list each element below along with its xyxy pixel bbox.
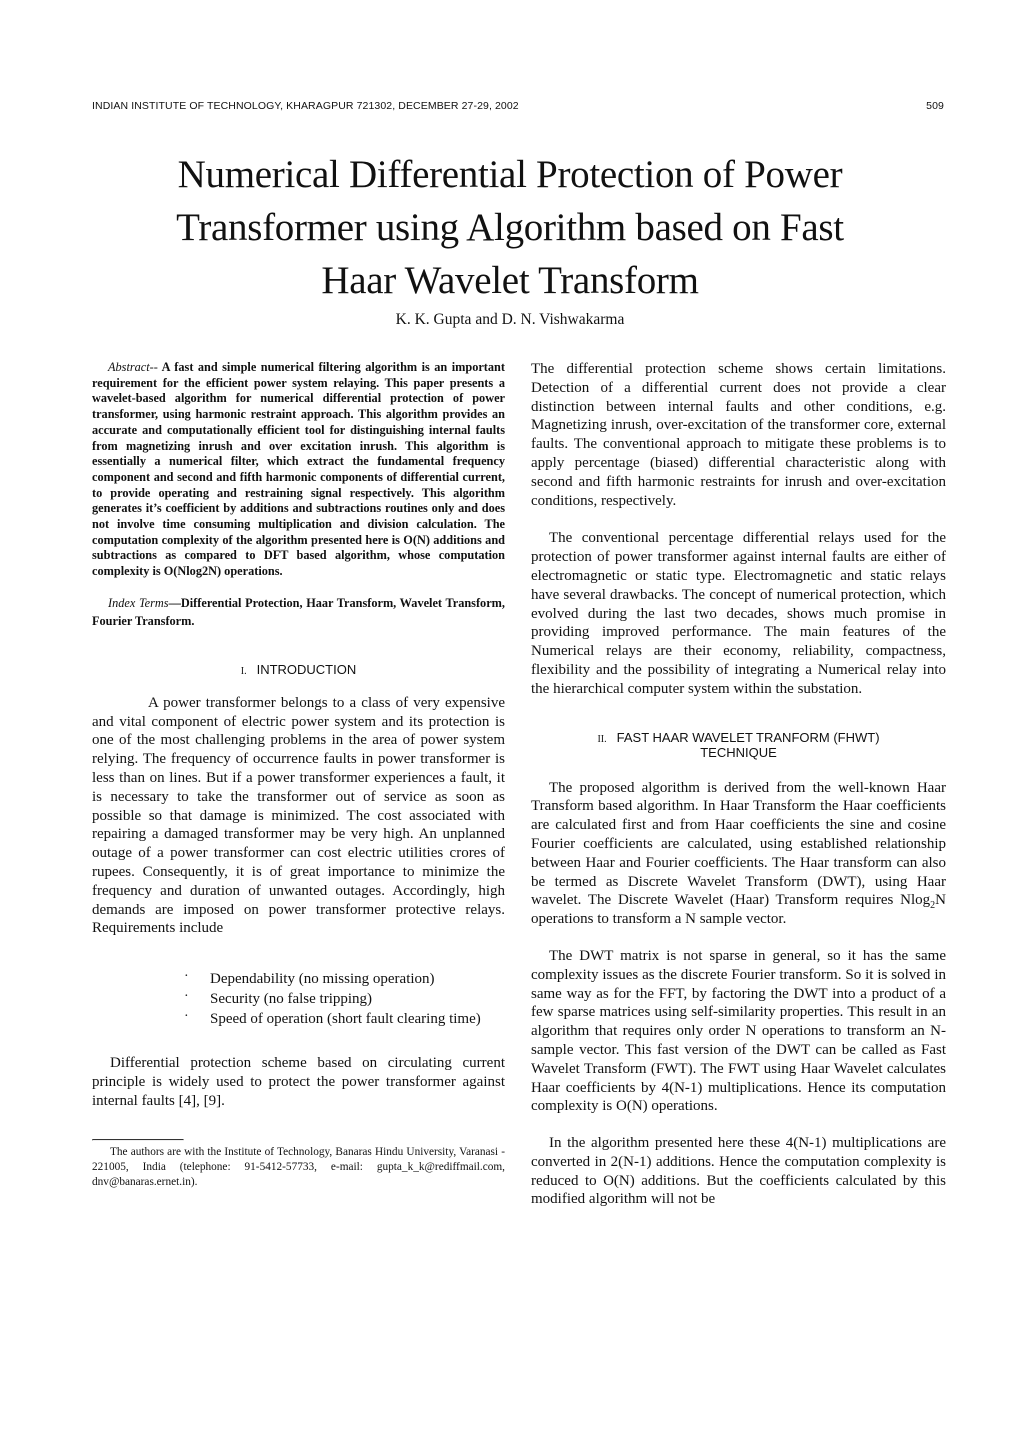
requirements-list: [92, 969, 505, 1029]
index-terms: [92, 594, 505, 630]
section-2-heading: [531, 730, 946, 760]
right-column: [531, 360, 946, 1209]
section-1-title: INTRODUCTION: [256, 661, 357, 677]
index-terms-text: —Differential Protection, Haar Transform, Wavelet Transform, Fourier Transform.: [92, 595, 505, 628]
left-column: [92, 360, 505, 1190]
section-1-numeral: I.: [240, 665, 247, 677]
title-line-2: Transformer using Algorithm based on Fast: [176, 206, 844, 249]
fhwt-paragraph: [531, 779, 946, 929]
section-2-numeral: II.: [597, 733, 607, 745]
footnote-rule: [92, 1139, 184, 1141]
header-venue: INDIAN INSTITUTE OF TECHNOLOGY, KHARAGPUR 721302, DECEMBER 27-29, 2002: [92, 100, 519, 112]
intro-paragraph-1: A power transformer belongs to a class of very expensive and vital component of electric power system and its protection is one of the most challenging problems in the area of power system relying. The frequency of occurrence faults in power transformer is less than on lines. But if a power transformer experiences a fault, it is necessary to take the transformer out of service as soon as possible so that damage is minimized. The cost associated with repairing a damaged transformer may be very high. An unplanned outage of a power transformer can cost electric utilities crores of rupees. Consequently, it is of great importance to minimize the frequency and duration of unwanted outages. Accordingly, high demands are imposed on power transformer protective relays. Requirements include: [92, 694, 505, 937]
section-2-title-line-2: TECHNIQUE: [700, 744, 777, 760]
requirement-item: · Security (no false tripping): [210, 989, 505, 1009]
index-terms-label: Index Terms: [108, 595, 169, 610]
algorithm-paragraph: In the algorithm presented here these 4(N-1) multiplications are converted in 2(N-1) additions. Hence the computation complexity is reduced to O(N) additions. But the coefficients calculated by this modified algorithm will not be: [531, 1135, 946, 1208]
page-number: 509: [926, 100, 944, 112]
section-1-heading: [92, 662, 505, 677]
abstract-text: A fast and simple numerical filtering algorithm is an important requirement for the efficient power system relaying. This paper presents a wavelet-based algorithm for numerical differential protection of power transformer, using harmonic restraint approach. This algorithm provides an accurate and computationally efficient tool for distinguishing internal faults from magnetizing inrush and over excitation inrush. This algorithm is essentially a numerical filter, which extract the fundamental frequency component and second and fifth harmonic components of differential current, to provide operating and restraining signal respectively. This algorithm generates it’s coefficient by additions and subtractions routines only and does not involve time consuming multiplication and division calculation. The computation complexity of the algorithm presented here is O(N) additions and subtractions as compared to DFT based algorithm, whose computation complexity is O(Nlog2N) operations.: [92, 360, 505, 579]
log-base-subscript: 2: [930, 900, 936, 912]
authors: K. K. Gupta and D. N. Vishwakarma: [395, 311, 625, 328]
abstract: [92, 360, 505, 580]
running-header: [92, 100, 944, 112]
abstract-label: Abstract--: [108, 360, 158, 374]
limitations-paragraph: The differential protection scheme shows certain limitations. Detection of a differential current does not provide a clear distinction between internal faults and other conditions, e.g. Magnetizing inrush, over-excitation of the transformer core, external faults. The conventional approach to mitigate these problems is to apply percentage (biased) differential characteristic along with second and fifth harmonic restraints for inrush and over-excitation conditions, respectively.: [531, 361, 946, 509]
title-line-3: Haar Wavelet Transform: [321, 259, 699, 302]
dwt-paragraph: The DWT matrix is not sparse in general, so it has the same complexity issues as the discrete Fourier transform. So it is solved in same way as for the FFT, by factoring the DWT into a product of a few sparse matrices using self-similarity properties. This result in an algorithm that requires only order N operations to transform an N-sample vector. This fast version of the DWT can be called as Fast Wavelet Transform (FWT). The FWT using Haar Wavelet calculates Haar coefficients by 4(N-1) multiplications. Hence its computation complexity is O(N) operations.: [531, 947, 946, 1115]
intro-paragraph-2: Differential protection scheme based on circulating current principle is widely used to protect the power transformer against internal faults [4], [9].: [92, 1055, 505, 1109]
author-footnote: The authors are with the Institute of Technology, Banaras Hindu University, Varanasi - 221005, India (telephone: 91-5412-57733, e-mail: gupta_k_k@rediffmail.com, dnv@banaras.ernet.in).: [92, 1145, 505, 1188]
fhwt-text-a: The proposed algorithm is derived from the well-known Haar Transform based algorithm. In Haar Transform the Haar coefficients are calculated first and from Haar coefficients the sine and cosine Fourier coefficients are calculated, using established relationship between Haar and Fourier coefficients. The Haar transform can also be termed as Discrete Wavelet Transform (DWT), using Haar wavelet. The Discrete Wavelet (Haar) Transform requires Nlog: [531, 779, 946, 909]
fhwt-text-b: N operations to transform a N sample vector.: [531, 892, 946, 928]
requirement-item: · Speed of operation (short fault clearing time): [210, 1009, 505, 1029]
title-line-1: Numerical Differential Protection of Power: [177, 153, 843, 196]
section-2-title-line-1: FAST HAAR WAVELET TRANFORM (FHWT): [616, 729, 880, 745]
paper-title: [90, 148, 930, 307]
relays-paragraph: The conventional percentage differential relays used for the protection of power transformer against internal faults are either of electromagnetic or static type. Electromagnetic and static relays have several drawbacks. The concept of numerical protection, which evolved during the last two decades, shows much promise in providing improved performance. The main features of the Numerical relays are their economy, reliability, compactness, flexibility and the possibility of integrating a Numerical relay into the hierarchical computer system within the substation.: [531, 530, 946, 697]
requirement-item: · Dependability (no missing operation): [210, 969, 505, 989]
